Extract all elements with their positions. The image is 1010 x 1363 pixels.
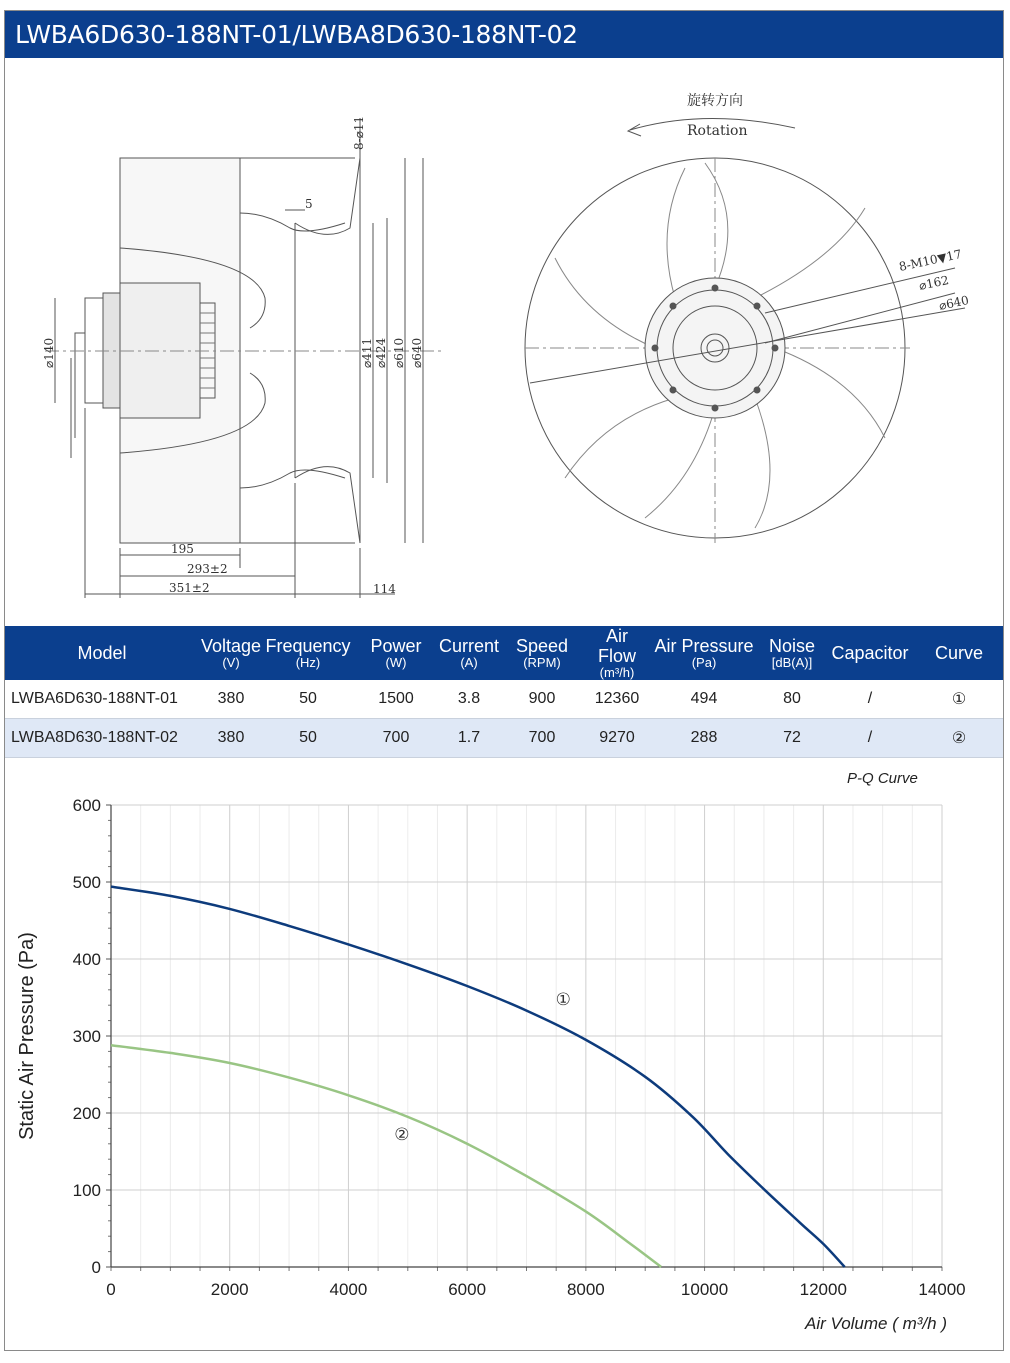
x-tick-label: 4000 xyxy=(329,1280,368,1299)
y-axis-label: Static Air Pressure (Pa) xyxy=(16,932,38,1140)
cell: 12360 xyxy=(585,680,649,719)
cell: 1.7 xyxy=(439,719,499,758)
col-header: Speed (RPM) xyxy=(499,626,585,680)
dim-label: 5 xyxy=(305,197,313,211)
table-row xyxy=(5,680,1003,719)
table-row xyxy=(5,719,1003,758)
x-tick-label: 12000 xyxy=(799,1280,847,1299)
cell: 380 xyxy=(199,719,263,758)
callout-label: ⌀162 xyxy=(917,272,951,293)
col-header: Noise [dB(A)] xyxy=(759,626,825,680)
y-tick-label: 500 xyxy=(72,873,101,892)
cell: 3.8 xyxy=(439,680,499,719)
rotation-label-cn: 旋转方向 xyxy=(687,93,743,109)
col-header: Frequency (Hz) xyxy=(263,626,353,680)
cell: 72 xyxy=(759,719,825,758)
x-tick-label: 0 xyxy=(106,1280,116,1299)
y-tick-label: 200 xyxy=(72,1104,101,1123)
x-tick-label: 14000 xyxy=(918,1280,966,1299)
dim-label: 195 xyxy=(171,542,194,556)
cell: / xyxy=(825,719,915,758)
cell: / xyxy=(825,680,915,719)
dim-label: 8-⌀11 xyxy=(352,115,366,150)
y-tick-label: 0 xyxy=(91,1258,101,1277)
dim-label: ⌀411 xyxy=(360,337,374,368)
col-header: Curve xyxy=(915,626,1003,680)
spec-table xyxy=(5,626,1003,758)
col-header: Voltage (V) xyxy=(199,626,263,680)
y-tick-label: 100 xyxy=(72,1181,101,1200)
pq-chart xyxy=(5,755,1003,1351)
col-header: Power (W) xyxy=(353,626,439,680)
x-tick-label: 6000 xyxy=(448,1280,487,1299)
cell: 50 xyxy=(263,719,353,758)
cell: 1500 xyxy=(353,680,439,719)
y-tick-label: 300 xyxy=(72,1027,101,1046)
title-bar xyxy=(5,11,1003,58)
cell: 494 xyxy=(649,680,759,719)
table-header-row xyxy=(5,626,1003,680)
series-line-2 xyxy=(111,1045,661,1267)
x-tick-label: 2000 xyxy=(210,1280,249,1299)
dim-label: ⌀640 xyxy=(410,337,424,368)
cell: 9270 xyxy=(585,719,649,758)
callout-label: ⌀640 xyxy=(937,292,971,313)
x-tick-label: 8000 xyxy=(566,1280,605,1299)
cell: 900 xyxy=(499,680,585,719)
cell: 700 xyxy=(499,719,585,758)
cell: 288 xyxy=(649,719,759,758)
x-axis-label: Air Volume ( m³/h ) xyxy=(804,1314,947,1333)
chart-title: P-Q Curve xyxy=(847,770,918,787)
callout-label: 8-M10▼17 xyxy=(897,246,963,274)
cell: 80 xyxy=(759,680,825,719)
cell: ② xyxy=(915,719,1003,758)
series-label-1: ① xyxy=(555,990,571,1010)
cell: LWBA6D630-188NT-01 xyxy=(5,680,199,719)
cell: 380 xyxy=(199,680,263,719)
x-tick-label: 10000 xyxy=(680,1280,729,1299)
cell: ① xyxy=(915,680,1003,719)
col-header: Model xyxy=(5,626,199,680)
dimension-drawing xyxy=(5,58,1003,626)
cell: 700 xyxy=(353,719,439,758)
col-header: Capacitor xyxy=(825,626,915,680)
y-tick-label: 400 xyxy=(72,950,101,969)
dim-label: ⌀610 xyxy=(392,337,406,368)
col-header: Air Flow (m³/h) xyxy=(585,626,649,680)
dim-label: 114 xyxy=(373,582,396,596)
rotation-label-en: Rotation xyxy=(687,123,748,139)
cell: LWBA8D630-188NT-02 xyxy=(5,719,199,758)
page-title: LWBA6D630-188NT-01/LWBA8D630-188NT-02 xyxy=(15,20,578,49)
col-header: Current (A) xyxy=(439,626,499,680)
dim-label: 351±2 xyxy=(169,581,210,595)
series-label-2: ② xyxy=(394,1124,410,1144)
cell: 50 xyxy=(263,680,353,719)
dim-label: ⌀140 xyxy=(42,337,56,368)
col-header: Air Pressure (Pa) xyxy=(649,626,759,680)
dim-label: 293±2 xyxy=(187,562,228,576)
dim-label: ⌀424 xyxy=(374,337,388,368)
front-view xyxy=(525,118,965,543)
y-tick-label: 600 xyxy=(72,796,101,815)
